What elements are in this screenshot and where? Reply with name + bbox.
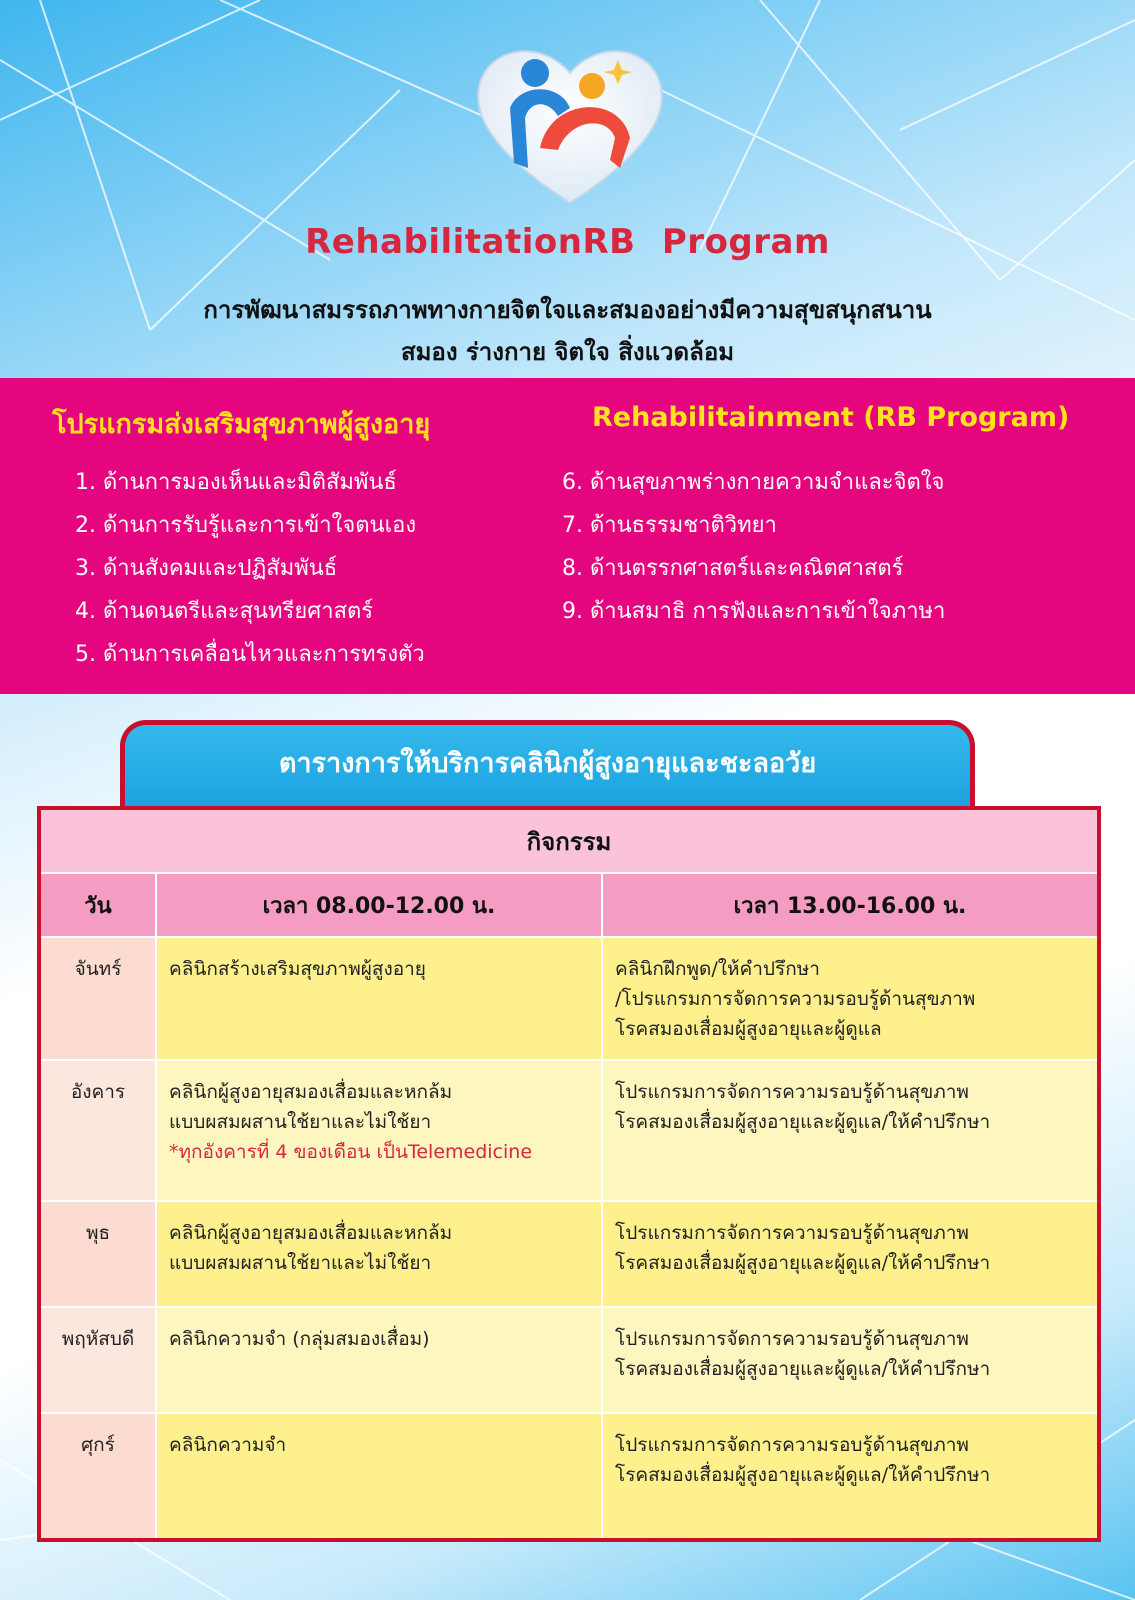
promo-band [0,378,1135,694]
column-header-day: วัน [41,874,155,936]
schedule-title-tab [120,720,975,810]
afternoon-cell [603,1414,1097,1538]
program-subtitle-pillars: สมอง ร่างกาย จิตใจ สิ่งแวดล้อม [400,338,735,366]
telemedicine-note: *ทุกอังคารที่ 4 ของเดือน เป็นTelemedicine [169,1141,533,1163]
day-cell: ศุกร์ [41,1414,155,1538]
schedule-title: ตารางการให้บริการคลินิกผู้สูงอายุและชะลอวัย [278,748,817,779]
morning-text: คลินิกผู้สูงอายุสมองเสื่อมและหกล้ม [169,1222,453,1244]
table-row [41,1414,1097,1538]
afternoon-text: โรคสมองเสื่อมผู้สูงอายุและผู้ดูแล [615,1018,882,1040]
promo-list-left [75,464,425,679]
promo-heading-thai: โปรแกรมส่งเสริมสุขภาพผู้สูงอายุ [52,409,431,440]
promo-item: 7. ด้านธรรมชาติวิทยา [562,513,777,538]
table-row [41,1202,1097,1306]
promo-item: 3. ด้านสังคมและปฏิสัมพันธ์ [75,556,338,581]
afternoon-text: /โปรแกรมการจัดการความรอบรู้ด้านสุขภาพ [615,988,976,1010]
table-row [41,1061,1097,1200]
promo-item: 2. ด้านการรับรู้และการเข้าใจตนเอง [75,513,417,538]
morning-cell [157,1202,601,1306]
column-header-morning: เวลา 08.00-12.00 น. [157,874,601,936]
morning-text: คลินิกความจำ (กลุ่มสมองเสื่อม) [169,1328,430,1350]
table-row [41,938,1097,1059]
promo-item: 5. ด้านการเคลื่อนไหวและการทรงตัว [75,642,425,667]
afternoon-text: โรคสมองเสื่อมผู้สูงอายุและผู้ดูแล/ให้คำปรึกษา [615,1252,991,1274]
afternoon-text: โรคสมองเสื่อมผู้สูงอายุและผู้ดูแล/ให้คำปรึกษา [615,1358,991,1380]
schedule-table [37,806,1101,1542]
promo-item: 8. ด้านตรรกศาสตร์และคณิตศาสตร์ [562,556,904,581]
promo-item: 4. ด้านดนตรีและสุนทรียศาสตร์ [75,599,374,624]
day-cell: จันทร์ [41,938,155,1059]
morning-text: แบบผสมผสานใช้ยาและไม่ใช้ยา [169,1252,432,1274]
promo-item: 6. ด้านสุขภาพร่างกายความจำและจิตใจ [562,470,945,495]
morning-cell [157,938,601,1059]
promo-heading-english: Rehabilitainment (RB Program) [592,402,1070,433]
afternoon-cell [603,1061,1097,1200]
morning-text: คลินิกผู้สูงอายุสมองเสื่อมและหกล้ม [169,1081,453,1103]
afternoon-cell [603,1202,1097,1306]
afternoon-text: โรคสมองเสื่อมผู้สูงอายุและผู้ดูแล/ให้คำปรึกษา [615,1111,991,1133]
day-cell: พุธ [41,1202,155,1306]
afternoon-cell [603,1308,1097,1412]
morning-cell [157,1414,601,1538]
morning-text: คลินิกความจำ [169,1434,287,1456]
afternoon-text: โปรแกรมการจัดการความรอบรู้ด้านสุขภาพ [615,1081,969,1103]
program-subtitle: การพัฒนาสมรรถภาพทางกายจิตใจและสมองอย่างมีความสุขสนุกสนาน [203,296,932,324]
promo-item: 1. ด้านการมองเห็นและมิติสัมพันธ์ [75,470,397,495]
afternoon-text: โปรแกรมการจัดการความรอบรู้ด้านสุขภาพ [615,1434,969,1456]
column-header-afternoon: เวลา 13.00-16.00 น. [603,874,1097,936]
activity-header: กิจกรรม [41,810,1097,872]
afternoon-cell [603,938,1097,1059]
morning-text: แบบผสมผสานใช้ยาและไม่ใช้ยา [169,1111,432,1133]
morning-cell [157,1061,601,1200]
afternoon-text: โปรแกรมการจัดการความรอบรู้ด้านสุขภาพ [615,1222,969,1244]
morning-text: คลินิกสร้างเสริมสุขภาพผู้สูงอายุ [169,958,426,980]
heart-logo [470,38,670,208]
afternoon-text: โปรแกรมการจัดการความรอบรู้ด้านสุขภาพ [615,1328,969,1350]
afternoon-text: โรคสมองเสื่อมผู้สูงอายุและผู้ดูแล/ให้คำปรึกษา [615,1464,991,1486]
morning-cell [157,1308,601,1412]
table-row [41,1308,1097,1412]
afternoon-text: คลินิกฝึกพูด/ให้คำปรึกษา [615,958,820,980]
program-title: RehabilitationRB Program [305,222,830,262]
column-header-row [41,874,1097,936]
promo-item: 9. ด้านสมาธิ การฟังและการเข้าใจภาษา [562,599,946,624]
day-cell: พฤหัสบดี [41,1308,155,1412]
promo-list-right [562,464,945,636]
day-cell: อังคาร [41,1061,155,1200]
